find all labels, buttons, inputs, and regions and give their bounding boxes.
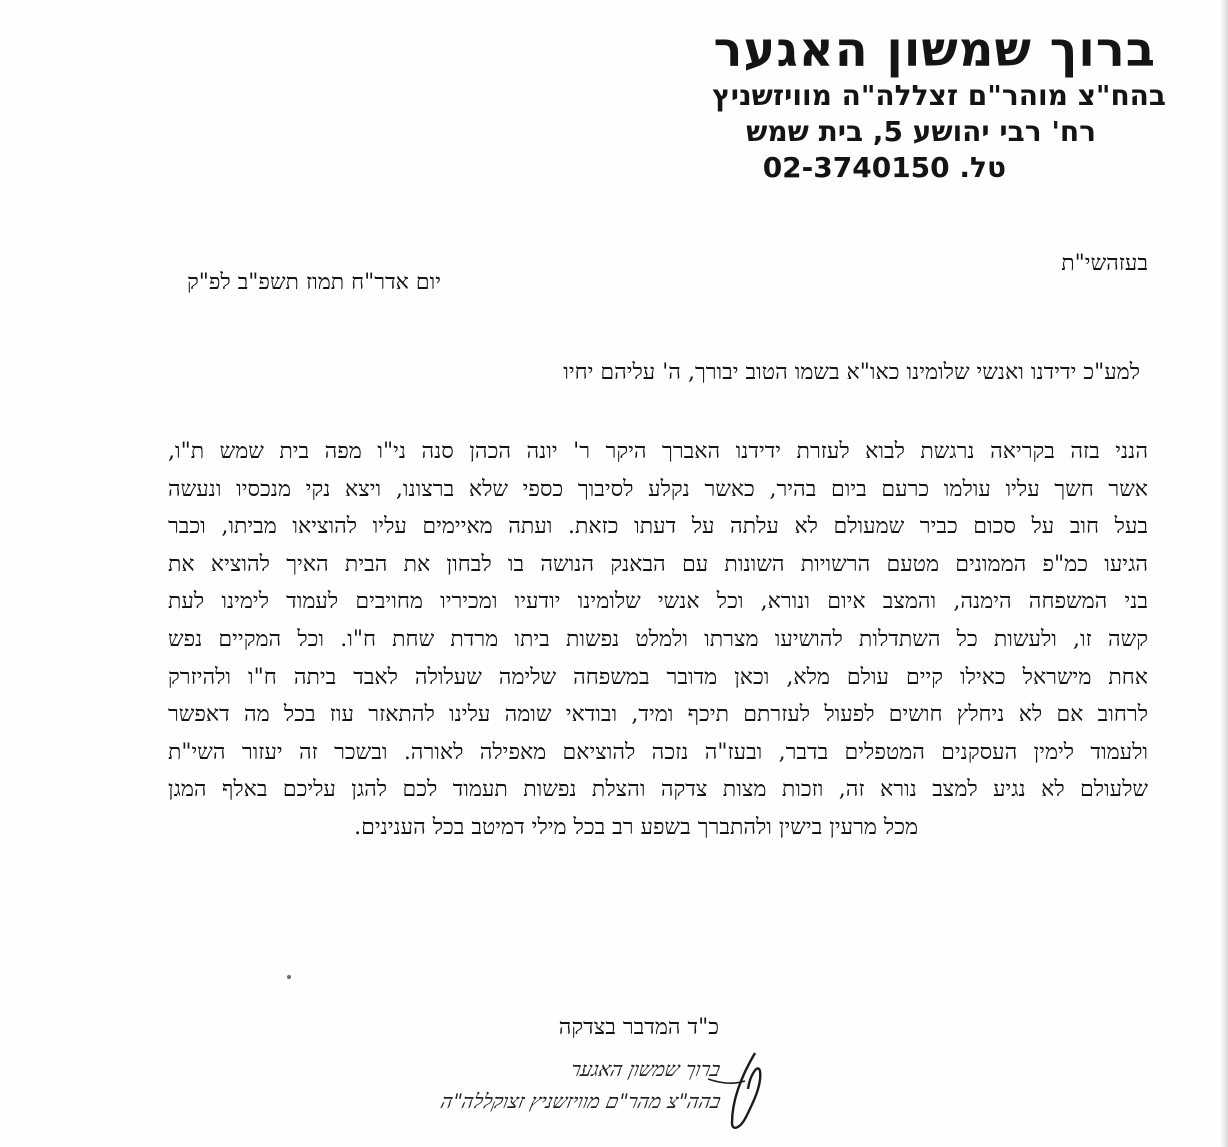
letterhead-title: בהח"צ מוהר"ם זצללה"ה מוויזשניץ [712,79,1166,112]
letterhead-address: רח' רבי יהושע 5, בית שמש [746,115,1096,148]
body-line: הגיעו כמ"פ הממונים מטעם הרשויות השונות עם הבאנק הנושה בו לבחון את הבית האיך להוציא את [168,551,1148,577]
blessing-line: בעזהשי"ת [1061,251,1148,276]
closing-line: כ"ד המדבר בצדקה [558,1015,719,1040]
scan-speck [287,975,291,979]
signature-name: ברוך שמשון האגער [568,1057,723,1081]
body-line: לרחוב אם לא ניחלץ חושים לפעול לעזרתם תיכף ומיד, ובודאי שומה עלינו להתאזר עוז בכל מה דאפשר [168,702,1148,728]
body-line: אשר חשך עליו עולמו כרעם ביום בהיר, כאשר נקלע לסיבוך כספי שלא ברצונו, ויצא נקי מנכסיו ונעשה [168,476,1148,502]
body-line: הנני בזה בקריאה נרגשת לבוא לעזרת ידידנו האברך היקר ר' יונה הכהן סנה ני"ו מפה בית שמש ת"ו, [168,439,1148,464]
greeting-line: למע"כ ידידנו ואנשי שלומינו כאו"א בשמו הטוב יבורך, ה' עליהם יחיו [563,360,1140,385]
body-line: בני המשפחה הימנה, והמצב איום ונורא, וכל אנשי שלומינו יודעיו ומכיריו מחויבים לעמוד לימינו לעת [168,589,1148,615]
signature-title: בהה"צ מהר"ם מוויזשניץ זצוקללה"ה [438,1089,723,1113]
handwritten-signature [438,1045,790,1135]
letterhead-phone: טל. 02-3740150 [762,151,1006,184]
body-line: אחת מישראל כאילו קיים עולם מלא, וכאן מדובר במשפחה שלימה שעלולה לאבד ביתה ח"ו ולהיזרק [168,664,1148,690]
letter-body [168,433,1148,847]
scan-edge-shadow [1220,0,1228,1147]
body-line: מכל מרעין בישין ולהתברך בשפע רב בכל מילי דמיטב בכל הענינים. [354,814,918,840]
body-line: ולעמוד לימין העסקנים המטפלים בדבר, ובעז"ה נזכה להוציאם מאפילה לאורה. ובשכר זה יעזור השי"ת [168,739,1148,765]
body-line: קשה זו, ולעשות כל השתדלות להושיעו מצרתו ולמלט נפשות ביתו מרדת שחת ח"ו. וכל המקיים נפש [168,626,1148,652]
letterhead [606,22,1166,186]
date-line: יום אדר"ח תמוז תשפ"ב לפ"ק [187,270,441,295]
body-line: בעל חוב על סכום כביר שמעולם לא עלתה על דעתו כזאת. ועתה מאיימים עליו להוציאו מביתו, וכבר [168,514,1148,540]
letterhead-name: ברוך שמשון האגער [713,22,1156,78]
body-line: שלעולם לא נגיע למצב נורא זה, וזכות מצות צדקה והצלת נפשות תעמוד לכם להגן עליכם באלף המגן [168,777,1148,803]
